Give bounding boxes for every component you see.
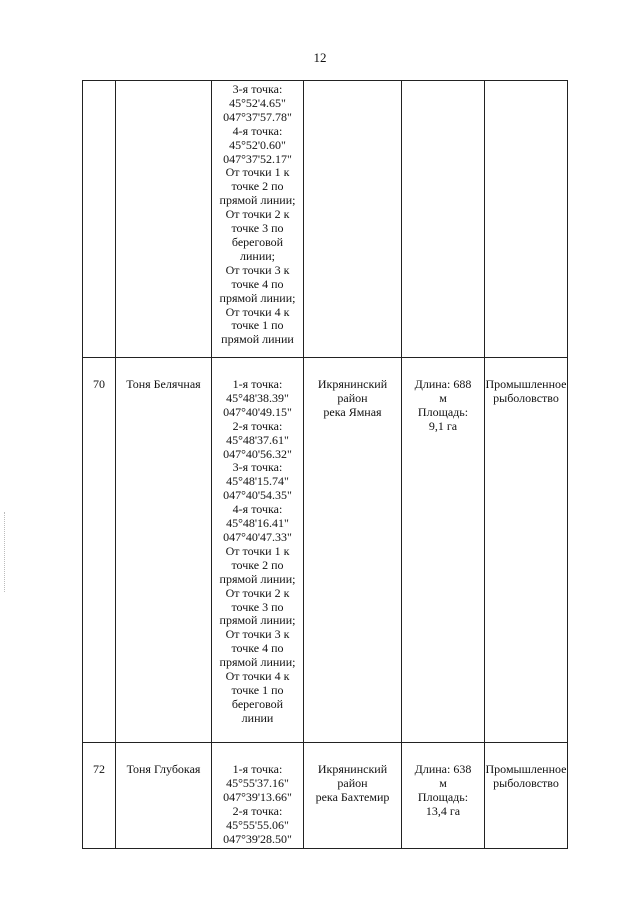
row-number: 72: [83, 743, 116, 849]
text-line: 45°48'37.61": [226, 432, 289, 447]
size-cell: [402, 743, 485, 849]
text-line: От точки 2 к: [225, 207, 290, 222]
coordinates-text: [212, 763, 303, 846]
text-line: Площадь:: [417, 789, 469, 804]
text-line: 047°39'13.66": [223, 789, 292, 804]
text-line: точке 1 по: [231, 682, 284, 697]
text-line: прямой линии: [221, 332, 294, 347]
text-line: От точки 2 к: [225, 585, 290, 600]
text-line: точке 2 по: [231, 179, 284, 194]
text-line: 047°40'54.35": [223, 488, 292, 503]
text-line: 45°55'37.16": [226, 775, 289, 790]
text-line: 13,4 га: [425, 803, 461, 818]
text-line: 1-я точка:: [232, 377, 283, 391]
text-line: точке 1 по: [231, 318, 284, 333]
size-text: [402, 763, 484, 819]
text-line: От точки 4 к: [225, 304, 290, 319]
site-name: Тоня Белячная: [116, 358, 212, 743]
text-line: 45°52'0.60": [229, 137, 286, 152]
text-line: река Бахтемир: [315, 789, 390, 804]
text-line: район: [337, 390, 368, 405]
size-cell: [402, 81, 485, 358]
table-row-70: [83, 358, 568, 743]
text-line: рыболовство: [493, 390, 559, 405]
text-line: прямой линии;: [219, 290, 296, 305]
text-line: 45°48'16.41": [226, 516, 289, 531]
size-text: [402, 378, 484, 434]
text-line: прямой линии;: [219, 613, 296, 628]
scan-margin-mark: [4, 512, 6, 592]
text-line: м: [439, 390, 447, 405]
text-line: м: [439, 775, 447, 790]
usage-cell: [485, 81, 568, 358]
text-line: 047°37'52.17": [223, 151, 292, 166]
text-line: Промышленное: [485, 377, 567, 391]
table-row-72: [83, 743, 568, 849]
text-line: 3-я точка:: [232, 82, 283, 96]
coordinates-cell: [212, 743, 304, 849]
coordinates-text: [212, 378, 303, 726]
text-line: 4-я точка:: [232, 123, 283, 138]
fishing-sites-table: [82, 80, 568, 849]
text-line: точке 3 по: [231, 599, 284, 614]
text-line: Икрянинский: [317, 377, 388, 391]
text-line: прямой линии;: [219, 193, 296, 208]
row-number: 70: [83, 358, 116, 743]
size-cell: [402, 358, 485, 743]
text-line: точке 2 по: [231, 557, 284, 572]
text-line: 4-я точка:: [232, 502, 283, 517]
text-line: От точки 1 к: [225, 543, 290, 558]
text-line: 45°48'15.74": [226, 474, 289, 489]
usage-cell: [485, 743, 568, 849]
text-line: От точки 3 к: [225, 627, 290, 642]
text-line: 45°55'55.06": [226, 817, 289, 832]
text-line: береговой: [231, 234, 284, 249]
name-cell: [116, 81, 212, 358]
text-line: 1-я точка:: [232, 762, 283, 776]
text-line: От точки 4 к: [225, 669, 290, 684]
text-line: 3-я точка:: [232, 460, 283, 475]
text-line: 047°40'47.33": [223, 529, 292, 544]
text-line: река Ямная: [323, 404, 382, 419]
text-line: От точки 1 к: [225, 165, 290, 180]
coordinates-cell: [212, 81, 304, 358]
text-line: точке 4 по: [231, 641, 284, 656]
text-line: 2-я точка:: [232, 418, 283, 433]
text-line: береговой: [231, 696, 284, 711]
location-cell: [304, 81, 402, 358]
text-line: Площадь:: [417, 404, 469, 419]
text-line: район: [337, 775, 368, 790]
usage-text: [485, 378, 567, 406]
text-line: линии: [241, 710, 274, 725]
text-line: прямой линии;: [219, 571, 296, 586]
text-line: 9,1 га: [428, 418, 458, 433]
text-line: линии;: [239, 248, 275, 263]
text-line: Длина: 638: [414, 762, 472, 776]
text-line: точке 4 по: [231, 276, 284, 291]
table-row-continuation: [83, 81, 568, 358]
coordinates-cell: [212, 358, 304, 743]
text-line: 047°37'57.78": [223, 109, 292, 124]
location-cell: [304, 743, 402, 849]
text-line: 047°40'56.32": [223, 446, 292, 461]
text-line: 45°48'38.39": [226, 390, 289, 405]
text-line: прямой линии;: [219, 655, 296, 670]
text-line: 047°39'28.50": [223, 831, 292, 846]
text-line: Промышленное: [485, 762, 567, 776]
text-line: Длина: 688: [414, 377, 472, 391]
text-line: рыболовство: [493, 775, 559, 790]
text-line: 2-я точка:: [232, 803, 283, 818]
text-line: 45°52'4.65": [229, 95, 286, 110]
text-line: 047°40'49.15": [223, 404, 292, 419]
usage-text: [485, 763, 567, 791]
coordinates-text: [212, 83, 303, 347]
text-line: точке 3 по: [231, 221, 284, 236]
location-cell: [304, 358, 402, 743]
text-line: Икрянинский: [317, 762, 388, 776]
text-line: От точки 3 к: [225, 262, 290, 277]
location-text: [304, 763, 401, 805]
page-number: 12: [313, 50, 327, 65]
usage-cell: [485, 358, 568, 743]
number-cell: [83, 81, 116, 358]
site-name: Тоня Глубокая: [116, 743, 212, 849]
location-text: [304, 378, 401, 420]
